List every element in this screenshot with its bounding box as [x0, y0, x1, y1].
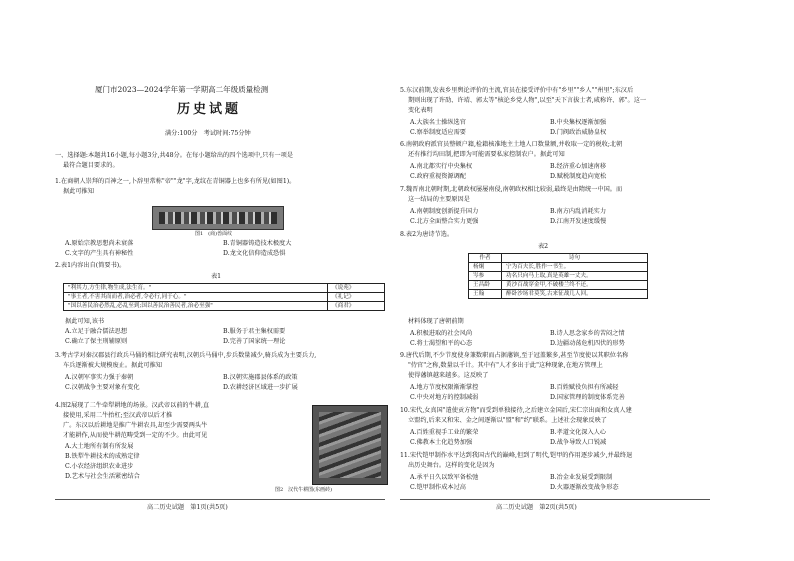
q4-line2: 接使用,采用二牛抬杠;至汉武帝以后才推 — [63, 412, 173, 419]
q9-line2: "侍官"之称,数量以千计。其中有"人才多出于此"这种现象,在地方管理上 — [408, 362, 603, 369]
instructions-line1: 一、选择题:本题共16小题,每小题3分,共48分。在每小题给出的四个选项中,只有一项是 — [55, 152, 294, 159]
table-row — [469, 281, 648, 290]
q4-option-c[interactable]: C.小农经济组织农业进步 — [65, 463, 134, 470]
q9-option-c[interactable]: C.中央对地方的控制减弱 — [410, 394, 479, 401]
instructions-line2: 最符合题目要求的。 — [63, 162, 119, 169]
q8-stem: 8.表2为唐诗节选。 — [400, 231, 454, 238]
q3-option-a[interactable]: A.汉朝军事实力强于秦朝 — [65, 374, 134, 381]
figure-1-caption: 图1 (商)兽面纹 — [195, 231, 233, 237]
page-footer-left: 高二历史试题 第1页(共5页) — [147, 504, 228, 511]
q6-option-b[interactable]: B.经济重心加速南移 — [550, 163, 607, 170]
exam-meta: 满分:100分 考试时间:75分钟 — [165, 130, 251, 137]
table-cell: 杨炯 — [469, 263, 502, 272]
q1-option-d[interactable]: D.龙文化信仰造成恐惧 — [223, 250, 286, 257]
q9-line1: 9.唐代后期,不少节度使身兼数职而占据藩镇,至于冠盖繁多,甚至节度使以其职位名称 — [400, 352, 629, 359]
q6-option-c[interactable]: C.政府重视资源调配 — [410, 173, 466, 180]
table-cell: 《礼记》 — [328, 293, 385, 302]
page-left — [55, 0, 385, 561]
footer-rule — [55, 499, 385, 500]
q10-option-b[interactable]: B.孝道文化深入人心 — [550, 429, 607, 436]
q5-line3: 变化表明 — [408, 107, 433, 114]
q4-option-d[interactable]: D.艺术与社会生活紧密结合 — [65, 473, 140, 480]
q1-line2: 据此可推知 — [63, 188, 94, 195]
q11-line2: 出历史舞台。这样的变化是因为 — [408, 462, 495, 469]
table-row — [64, 302, 385, 311]
q2-option-a[interactable]: A.立足于融合儒法思想 — [65, 328, 128, 335]
q1-option-c[interactable]: C.文字的产生具有神秘性 — [65, 250, 134, 257]
q4-option-a[interactable]: A.大土地所有制有所发展 — [65, 443, 134, 450]
table-2 — [468, 253, 648, 299]
table-cell: 岑参 — [469, 272, 502, 281]
q10-line2: 立盟约,后来又和宋、金之间逐渐以"盟"和"约"联系。上述社会现象反映了 — [408, 417, 607, 424]
q8-option-b[interactable]: B.诗人思念家乡的苦闷之情 — [550, 330, 625, 337]
q9-option-b[interactable]: B.百姓赋役负担有所减轻 — [550, 384, 619, 391]
figure-1-bronze-pattern — [152, 206, 284, 230]
q2-stem: 2.表1内容出自(简要书)。 — [55, 262, 126, 269]
q11-line1: 11.宋代铠甲制作水平达到我国古代的巅峰,但到了明代,铠甲的作用逐步减少,并最终退 — [400, 452, 633, 459]
table1-title: 表1 — [211, 273, 222, 280]
q5-option-c[interactable]: C.察举制度适应需要 — [410, 129, 466, 136]
table-header-author: 作者 — [469, 254, 502, 263]
q5-line1: 5.东汉前期,发表乡里舆论评价的主流,官员在接受评价中有"乡里""乡人""州里";东汉后 — [400, 87, 634, 94]
table-cell: "事王者,不害其而而者,治必者,令必行,同于心。" — [64, 293, 328, 302]
q11-option-d[interactable]: D.火器逐渐改变战争形态 — [550, 484, 619, 491]
q5-option-a[interactable]: A.大族名士操纵选官 — [410, 119, 466, 126]
q8-end: 材料体现了唐朝前期 — [408, 318, 464, 325]
q9-option-a[interactable]: A.地方节度权限渐渐掌控 — [410, 384, 479, 391]
figure-2-ox-plowing — [312, 405, 388, 485]
table-cell: 黄沙百战穿金甲,不破楼兰终不还。 — [502, 281, 648, 290]
q2-end: 据此可知,该书 — [65, 318, 105, 325]
q3-line1: 3.考古学对秦汉郡县行政兵马俑的相比研究表明,汉朝兵马俑中,步兵数量减少,骑兵成为主要兵力, — [55, 352, 317, 359]
q4-option-b[interactable]: B.铁犁牛耕技术的成熟定律 — [65, 453, 140, 460]
table-cell: 宁为百夫长,胜作一书生。 — [502, 263, 648, 272]
table2-title: 表2 — [538, 243, 549, 250]
q6-line2: 还有推行均田制,把即为可能需要私家控制农户。据此可知 — [408, 151, 565, 158]
q3-option-d[interactable]: D.农耕经济区域进一步扩展 — [223, 384, 298, 391]
table-cell: 王翰 — [469, 290, 502, 299]
page-footer-right: 高二历史试题 第2页(共5页) — [496, 504, 577, 511]
q7-option-b[interactable]: B.南方内乱消耗实力 — [550, 208, 607, 215]
q11-option-c[interactable]: C.铠甲制作成本过高 — [410, 484, 466, 491]
q4-line3: 广。东汉以后耕地是推广牛耕农具,却至少需要两头牛 — [63, 422, 208, 429]
page-right — [400, 0, 710, 561]
table-row — [64, 293, 385, 302]
q4-line4: 才能耕作,从而使牛耕范畴受到一定的不少。由此可见 — [63, 432, 208, 439]
table-row — [469, 272, 648, 281]
table-row — [64, 284, 385, 293]
table-header-verse: 诗句 — [502, 254, 648, 263]
table-1 — [63, 283, 385, 311]
q1-line1: 1.在商朝人崇拜的百神之一,卜辞里常称"帝""龙"字,龙纹在青铜器上也多有所见(如图1)。 — [55, 178, 296, 185]
q10-option-a[interactable]: A.百姓重视手工业的繁荣 — [410, 429, 479, 436]
q2-option-c[interactable]: C.确立了保主刑辅原则 — [65, 338, 128, 345]
figure-2-caption: 图2 汉代牛耕图(东画砖) — [275, 487, 333, 493]
q2-option-b[interactable]: B.服务于君主集权需要 — [223, 328, 286, 335]
q3-option-c[interactable]: C.汉朝战争主要对象有变化 — [65, 384, 140, 391]
q7-line2: 这一结局的主要原因是 — [408, 196, 470, 203]
q3-line2: 车兵逐渐被大规模废止。据此可推知 — [63, 362, 162, 369]
q8-option-a[interactable]: A.积极进取的社会风尚 — [410, 330, 473, 337]
q3-option-b[interactable]: B.汉朝实施郡县体系的政策 — [223, 374, 298, 381]
q5-option-d[interactable]: D.门阀政治威胁皇权 — [550, 129, 607, 136]
table-cell: 《说苑》 — [328, 284, 385, 293]
table-cell: 王昌龄 — [469, 281, 502, 290]
q4-line1: 4.图2展现了二牛牵犁耕地的场景。汉武帝以前的牛耕,直 — [55, 402, 210, 409]
table-row — [469, 263, 648, 272]
q7-option-c[interactable]: C.北方全面整合实力更强 — [410, 218, 479, 225]
q6-option-a[interactable]: A.南北都实行中央集权 — [410, 163, 473, 170]
subject-title: 历史试题 — [177, 102, 242, 117]
exam-header: 厦门市2023—2024学年第一学期高二年级质量检测 — [95, 85, 269, 94]
q1-option-a[interactable]: A.原始宗教思想尚未衰落 — [65, 240, 134, 247]
q7-option-a[interactable]: A.南朝制度创新提升国力 — [410, 208, 479, 215]
q10-line1: 10.宋代,女真国"遣使贡方物"而受到单独接待,之后建立金国后,宋仁宗出面和女真人建 — [400, 407, 632, 414]
q5-option-b[interactable]: B.中央集权逐渐加强 — [550, 119, 607, 126]
q1-option-b[interactable]: B.青铜器铸造技术极度大 — [223, 240, 292, 247]
q9-option-d[interactable]: D.国家管理的制度体系完善 — [550, 394, 625, 401]
q8-option-d[interactable]: D.边疆动荡危机四伏的形势 — [550, 340, 625, 347]
q8-option-c[interactable]: C.将士渴望和平的心态 — [410, 340, 473, 347]
q11-option-b[interactable]: B.冶金业发展受到限制 — [550, 474, 613, 481]
q10-option-c[interactable]: C.佛教本土化趋势加强 — [410, 439, 473, 446]
table-cell: 醉卧沙场君莫笑,古来征战几人回。 — [502, 290, 648, 299]
q9-line3: 使得藩镇越来越多。这反映了 — [408, 372, 489, 379]
table-header-row — [469, 254, 648, 263]
table-cell: "国以善民治必然乱,必乱至到;国以善民治善民者,治必至强" — [64, 302, 328, 311]
table-cell: 功名只向马上取,真是英雄一丈夫。 — [502, 272, 648, 281]
q10-option-d[interactable]: D.战争导致人口锐减 — [550, 439, 607, 446]
q6-option-d[interactable]: D.赋税制度趋向宽松 — [550, 173, 607, 180]
q7-option-d[interactable]: D.江南开发速度缓慢 — [550, 218, 607, 225]
footer-rule — [400, 499, 710, 500]
table-row — [469, 290, 648, 299]
table-cell: 《商君》 — [328, 302, 385, 311]
q7-line1: 7.魏晋南北朝时期,北朝政权屡屡南侵,南朝政权相比较弱,最终是由隋统一中国。而 — [400, 186, 623, 193]
table-cell: "利其力,方生律,物生成,法生育。" — [64, 284, 328, 293]
q6-line1: 6.南朝政府派官员整顿户籍,检籍核准地主土地人口数量额,并收取一定的税收;北朝 — [400, 141, 623, 148]
q5-line2: 期则出现了许劭、许靖、郭太等"核论乡党人物",以至"天下言拔士者,咸称许、郭"。这一 — [408, 97, 647, 104]
q2-option-d[interactable]: D.完善了国家统一理论 — [223, 338, 286, 345]
q11-option-a[interactable]: A.承平日久以致军备松弛 — [410, 474, 479, 481]
